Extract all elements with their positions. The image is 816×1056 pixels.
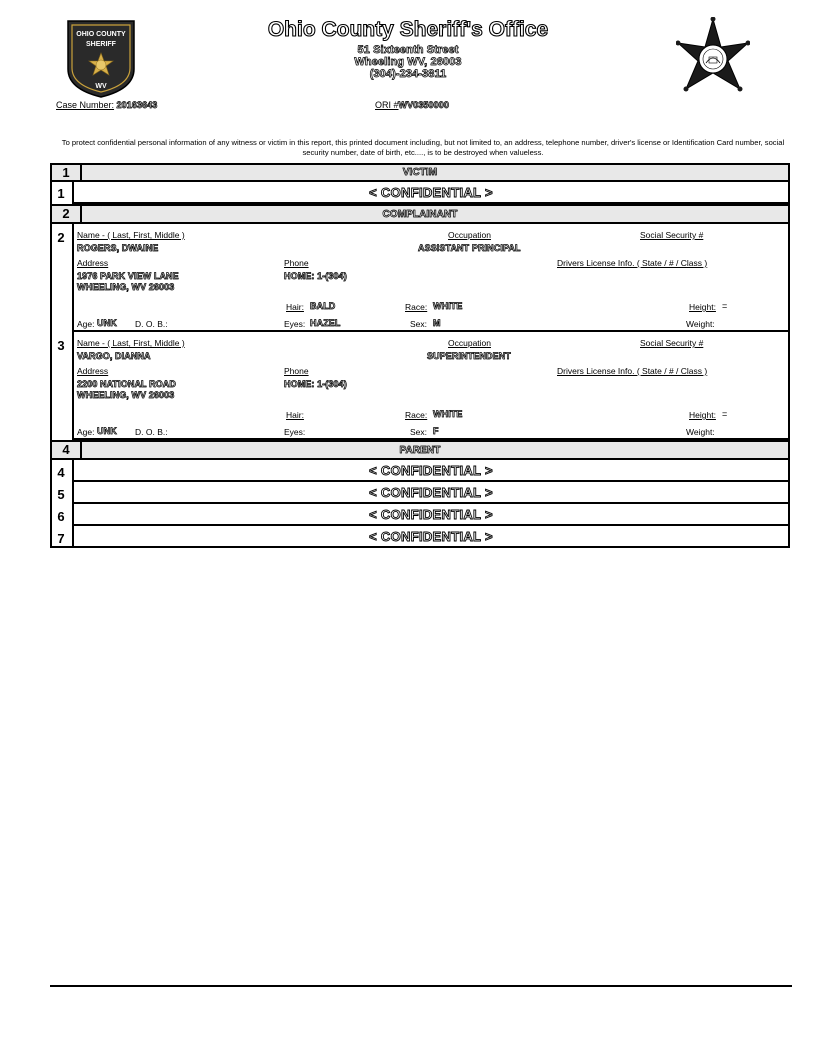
confidential-text: < CONFIDENTIAL > [369,463,493,478]
address-label: Address [77,366,109,376]
office-title: Ohio County Sheriff's Office [267,18,549,41]
age-label: Age: [77,427,95,437]
occupation-label: Occupation [448,338,491,348]
badge-text-bottom: WV [95,83,107,90]
person-record [72,332,790,440]
age-label: Age: [77,319,95,329]
sex-label: Sex: [410,427,428,437]
badge-text-top: OHIO COUNTY [76,31,126,38]
address-line-1: 2200 NATIONAL ROAD [77,379,176,389]
name-label: Name - ( Last, First, Middle ) [77,230,185,240]
confidential-row [72,526,790,548]
race-value: WHITE [433,409,463,419]
ori-value: WV0350000 [398,100,449,110]
eyes-label: Eyes: [284,319,306,329]
person-name: VARGO, DIANNA [77,351,151,361]
row-left-border [50,460,52,548]
row-left-border [50,224,52,440]
hair-label: Hair: [286,302,304,312]
person-record [72,224,790,332]
ori-label: ORI # [375,100,399,110]
confidential-row [72,482,790,504]
confidential-text: < CONFIDENTIAL > [369,185,493,200]
confidential-row [72,182,790,204]
confidentiality-notice: To protect confidential personal information of any witness or victim in this report, this printed document including, but not limited to, an address, telephone number, driver's license or Identification Card number, social security number, date of birth, etc...., is to be destroyed when valueless. [61,138,785,157]
person-name: ROGERS, DWAINE [77,243,159,253]
ori-number [375,100,449,110]
office-phone: (304)-234-3811 [369,68,447,80]
person-phone: HOME: 1-(304) [284,271,347,281]
dob-label: D. O. B.: [135,319,168,329]
person-occupation: ASSISTANT PRINCIPAL [418,243,521,253]
office-city: Wheeling WV, 26003 [354,56,462,68]
age-value: UNK [97,318,117,328]
eyes-value: HAZEL [310,318,341,328]
sex-value: M [433,318,441,328]
race-label: Race: [405,410,428,420]
address-line-2: WHEELING, WV 26003 [77,390,175,400]
height-label: Height: [689,302,716,312]
confidential-text: < CONFIDENTIAL > [369,507,493,522]
address-line-1: 1976 PARK VIEW LANE [77,271,179,281]
person-number: 2 [57,230,65,245]
row-number: 7 [57,531,65,546]
person-phone: HOME: 1-(304) [284,379,347,389]
hair-value: BALD [310,301,336,311]
height-value: = [722,409,728,419]
occupation-label: Occupation [448,230,491,240]
weight-label: Weight: [686,427,715,437]
eyes-label: Eyes: [284,427,306,437]
section-number: 4 [52,442,82,458]
person-occupation: SUPERINTENDENT [427,351,511,361]
ssn-label: Social Security # [640,230,704,240]
row-bottom-border [50,546,74,548]
race-label: Race: [405,302,428,312]
sheriff-star-seal [676,17,750,101]
case-number [56,100,157,110]
badge-text-mid: SHERIFF [86,41,116,48]
phone-label: Phone [284,258,309,268]
case-number-label: Case Number: [56,100,115,110]
drivers-license-label: Drivers License Info. ( State / # / Class ) [557,258,708,268]
section-title: COMPLAINANT [382,209,458,220]
age-value: UNK [97,426,117,436]
footer-rule [50,985,792,987]
confidential-text: < CONFIDENTIAL > [369,485,493,500]
confidential-row [72,460,790,482]
phone-label: Phone [284,366,309,376]
section-number: 1 [52,165,82,180]
sex-value: F [433,426,439,436]
drivers-license-label: Drivers License Info. ( State / # / Class ) [557,366,708,376]
address-line-2: WHEELING, WV 26003 [77,282,175,292]
row-number: 6 [57,509,65,524]
name-label: Name - ( Last, First, Middle ) [77,338,185,348]
sex-label: Sex: [410,319,428,329]
row-number: 1 [57,186,65,201]
hair-label: Hair: [286,410,304,420]
height-label: Height: [689,410,716,420]
section-parent-header [50,440,790,460]
section-title: VICTIM [402,167,438,178]
office-street: 51 Sixteenth Street [357,44,459,56]
dob-label: D. O. B.: [135,427,168,437]
confidential-text: < CONFIDENTIAL > [369,529,493,544]
row-left-border [50,182,52,204]
row-number: 4 [57,465,65,480]
section-complainant-header [50,204,790,224]
section-number: 2 [52,206,82,222]
race-value: WHITE [433,301,463,311]
weight-label: Weight: [686,319,715,329]
section-victim-header [50,163,790,182]
person-number: 3 [57,338,65,353]
row-number: 5 [57,487,65,502]
ssn-label: Social Security # [640,338,704,348]
section-title: PARENT [399,445,441,456]
case-number-value: 20163643 [116,100,158,110]
address-label: Address [77,258,109,268]
height-value: = [722,301,728,311]
confidential-row [72,504,790,526]
